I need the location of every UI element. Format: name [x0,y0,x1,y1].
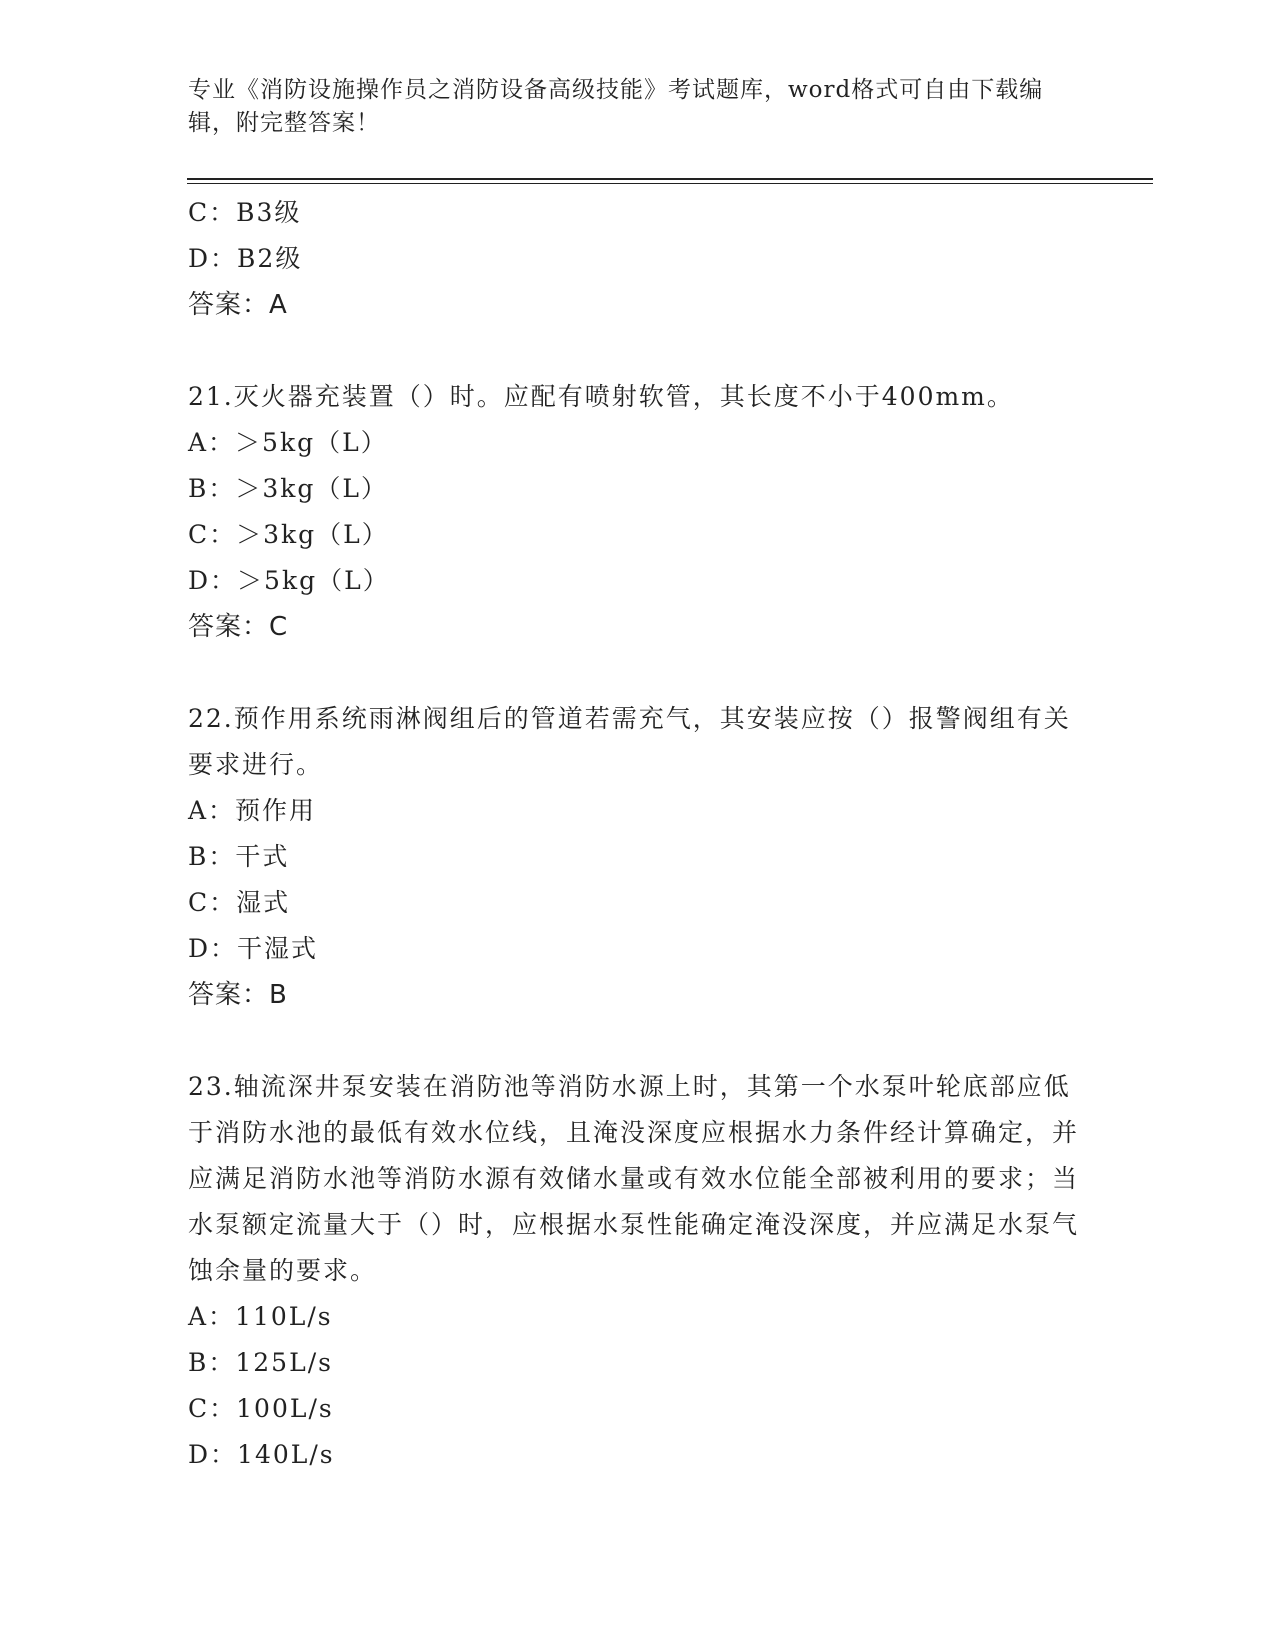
spacer [188,650,1088,696]
question-23-option-b: B：125L/s [188,1348,333,1377]
question-21-option-b: B：＞3kg（L） [188,474,389,503]
question-content [188,190,1088,1478]
document-header: 专业《消防设施操作员之消防设备高级技能》考试题库，word格式可自由下载编辑，附完整答案！ [188,77,1044,136]
question-22-option-a: A：预作用 [188,796,317,825]
spacer [188,328,1088,374]
question-21-option-c: C：＞3kg（L） [188,520,389,549]
question-23-option-d: D：140L/s [188,1440,335,1469]
question-22-option-c: C：湿式 [188,888,291,917]
question-22-stem: 22.预作用系统雨淋阀组后的管道若需充气，其安装应按（）报警阀组有关要求进行。 [188,704,1071,779]
question-21-answer: 答案：C [188,612,289,642]
question-22-option-b: B：干式 [188,842,290,871]
header-rule-thick [187,178,1153,180]
question-21-stem: 21.灭火器充装置（）时。应配有喷射软管，其长度不小于400mm。 [188,382,1014,411]
question-23-option-c: C：100L/s [188,1394,334,1423]
answer-label: 答案：A [188,290,288,320]
question-23-stem: 23.轴流深井泵安装在消防池等消防水源上时，其第一个水泵叶轮底部应低于消防水池的最低有效水位线，且淹没深度应根据水力条件经计算确定，并应满足消防水池等消防水源有效储水量或有效水位能全部被利用的要求；当水泵额定流量大于（）时，应根据水泵性能确定淹没深度，并应满足水泵气蚀余量的要求。 [188,1072,1080,1285]
option-d: D：B2级 [188,244,303,273]
question-21-option-a: A：＞5kg（L） [188,428,388,457]
option-c: C：B3级 [188,198,302,227]
spacer [188,1018,1088,1064]
question-22-answer: 答案：B [188,980,288,1010]
question-23-option-a: A：110L/s [188,1302,333,1331]
header-rule-thin [187,183,1153,184]
question-21-option-d: D：＞5kg（L） [188,566,390,595]
question-22-option-d: D：干湿式 [188,934,319,963]
